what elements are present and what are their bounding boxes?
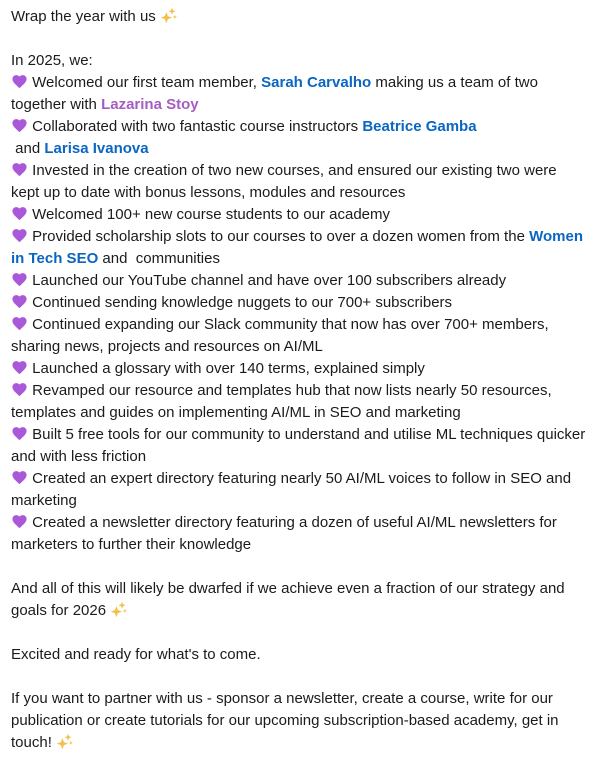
purple-heart-icon <box>11 469 28 486</box>
text-run: Created an expert directory featuring nearly 50 AI/ML voices to follow in SEO and marketing <box>11 470 572 509</box>
text-run: If you want to partner with us - sponsor a newsletter, create a course, write for our publication or create tutorials for our upcoming subscription-based academy, get in touch! <box>11 690 559 751</box>
bullet-item <box>11 512 589 556</box>
bullet-item <box>11 72 589 116</box>
link-women-in-tech-seo[interactable]: Women in Tech SEO <box>11 228 583 267</box>
link-beatrice-gamba[interactable]: Beatrice Gamba <box>362 118 477 135</box>
purple-heart-icon <box>11 73 28 90</box>
mention-lazarina-stoy[interactable]: Lazarina Stoy <box>101 96 199 113</box>
blank-line <box>11 28 589 50</box>
blank-line <box>11 556 589 578</box>
bullet-item <box>11 270 589 292</box>
purple-heart-icon <box>11 227 28 244</box>
purple-heart-icon <box>11 315 28 332</box>
text-run: Built 5 free tools for our community to understand and utilise ML techniques quicker and with less friction <box>11 426 586 465</box>
bullet-item <box>11 358 589 380</box>
text-run: And all of this will likely be dwarfed if we achieve even a fraction of our strategy and goals for 2026 <box>11 580 565 619</box>
purple-heart-icon <box>11 293 28 310</box>
strategy-2026-line <box>11 578 589 622</box>
bullet-item <box>11 424 589 468</box>
text-run: Continued expanding our Slack community that now has over 700+ members, sharing news, projects and resources on AI/ML <box>11 316 549 355</box>
link-sarah-carvalho[interactable]: Sarah Carvalho <box>261 74 372 91</box>
purple-heart-icon <box>11 117 28 134</box>
year-summary-heading <box>11 50 589 72</box>
post-opening-line <box>11 6 589 28</box>
sparkles-icon <box>56 733 73 750</box>
text-run: Welcomed 100+ new course students to our academy <box>28 206 391 223</box>
text-run: and communities <box>98 250 220 267</box>
text-run: Wrap the year with us <box>11 8 160 25</box>
link-larisa-ivanova[interactable]: Larisa Ivanova <box>44 140 149 157</box>
excited-line <box>11 644 589 666</box>
blank-line <box>11 666 589 688</box>
bullet-item <box>11 226 589 270</box>
text-run: Excited and ready for what's to come. <box>11 646 261 663</box>
text-run: Continued sending knowledge nuggets to our 700+ subscribers <box>28 294 453 311</box>
sparkles-icon <box>110 601 127 618</box>
sparkles-icon <box>160 7 177 24</box>
text-run: Launched our YouTube channel and have over 100 subscribers already <box>28 272 507 289</box>
text-run: Launched a glossary with over 140 terms, explained simply <box>28 360 425 377</box>
text-run: In 2025, we: <box>11 52 93 69</box>
text-run: Revamped our resource and templates hub that now lists nearly 50 resources, templates and guides on implementing AI/ML in SEO and marketing <box>11 382 552 421</box>
bullet-item <box>11 160 589 204</box>
bullet-item <box>11 116 589 160</box>
purple-heart-icon <box>11 359 28 376</box>
text-run: Welcomed our first team member, <box>28 74 262 91</box>
text-run: and <box>11 140 45 157</box>
bullet-item <box>11 292 589 314</box>
text-run: making us a team of two together with <box>11 74 538 113</box>
bullet-item <box>11 204 589 226</box>
bullet-item <box>11 468 589 512</box>
bullet-item <box>11 314 589 358</box>
purple-heart-icon <box>11 425 28 442</box>
text-run: Created a newsletter directory featuring a dozen of useful AI/ML newsletters for marketers to further their knowledge <box>11 514 557 553</box>
text-run: Provided scholarship slots to our courses to over a dozen women from the <box>28 228 530 245</box>
bullet-item <box>11 380 589 424</box>
purple-heart-icon <box>11 513 28 530</box>
text-run: Invested in the creation of two new courses, and ensured our existing two were kept up to date with bonus lessons, modules and resources <box>11 162 557 201</box>
purple-heart-icon <box>11 381 28 398</box>
partner-cta-line <box>11 688 589 754</box>
purple-heart-icon <box>11 161 28 178</box>
text-run: Collaborated with two fantastic course instructors <box>28 118 363 135</box>
blank-line <box>11 622 589 644</box>
purple-heart-icon <box>11 205 28 222</box>
purple-heart-icon <box>11 271 28 288</box>
